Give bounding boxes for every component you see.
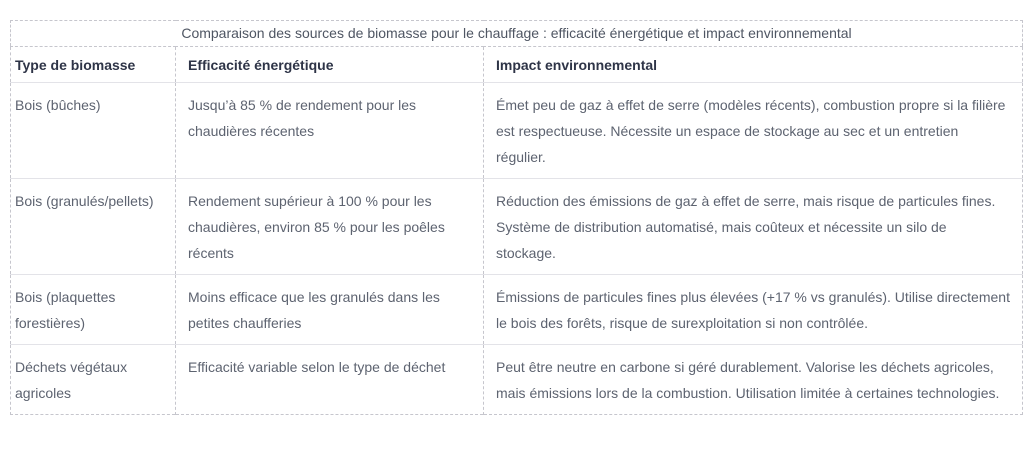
table-row [11,345,1023,415]
caption-row [11,21,1023,47]
column-header-type: Type de biomasse [11,47,176,83]
table-row [11,83,1023,179]
cell-biomass-type: Déchets végétaux agricoles [11,345,176,415]
cell-efficiency: Efficacité variable selon le type de déchet [176,345,484,415]
cell-biomass-type: Bois (granulés/pellets) [11,179,176,275]
table-caption: Comparaison des sources de biomasse pour le chauffage : efficacité énergétique et impact environnemental [11,21,1023,47]
biomass-comparison-table [10,20,1023,415]
cell-impact: Peut être neutre en carbone si géré durablement. Valorise les déchets agricoles, mais émissions lors de la combustion. Utilisation limitée à certaines technologies. [484,345,1023,415]
cell-efficiency: Rendement supérieur à 100 % pour les chaudières, environ 85 % pour les poêles récents [176,179,484,275]
cell-biomass-type: Bois (bûches) [11,83,176,179]
table-row [11,275,1023,345]
cell-efficiency: Moins efficace que les granulés dans les petites chaufferies [176,275,484,345]
cell-impact: Émet peu de gaz à effet de serre (modèles récents), combustion propre si la filière est respectueuse. Nécessite un espace de stockage au sec et un entretien régulier. [484,83,1023,179]
cell-biomass-type: Bois (plaquettes forestières) [11,275,176,345]
column-header-efficiency: Efficacité énergétique [176,47,484,83]
header-row [11,47,1023,83]
cell-impact: Réduction des émissions de gaz à effet de serre, mais risque de particules fines. Système de distribution automatisé, mais coûteux et nécessite un silo de stockage. [484,179,1023,275]
cell-efficiency: Jusqu’à 85 % de rendement pour les chaudières récentes [176,83,484,179]
cell-impact: Émissions de particules fines plus élevées (+17 % vs granulés). Utilise directement le bois des forêts, risque de surexploitation si non contrôlée. [484,275,1023,345]
table-row [11,179,1023,275]
column-header-impact: Impact environnemental [484,47,1023,83]
